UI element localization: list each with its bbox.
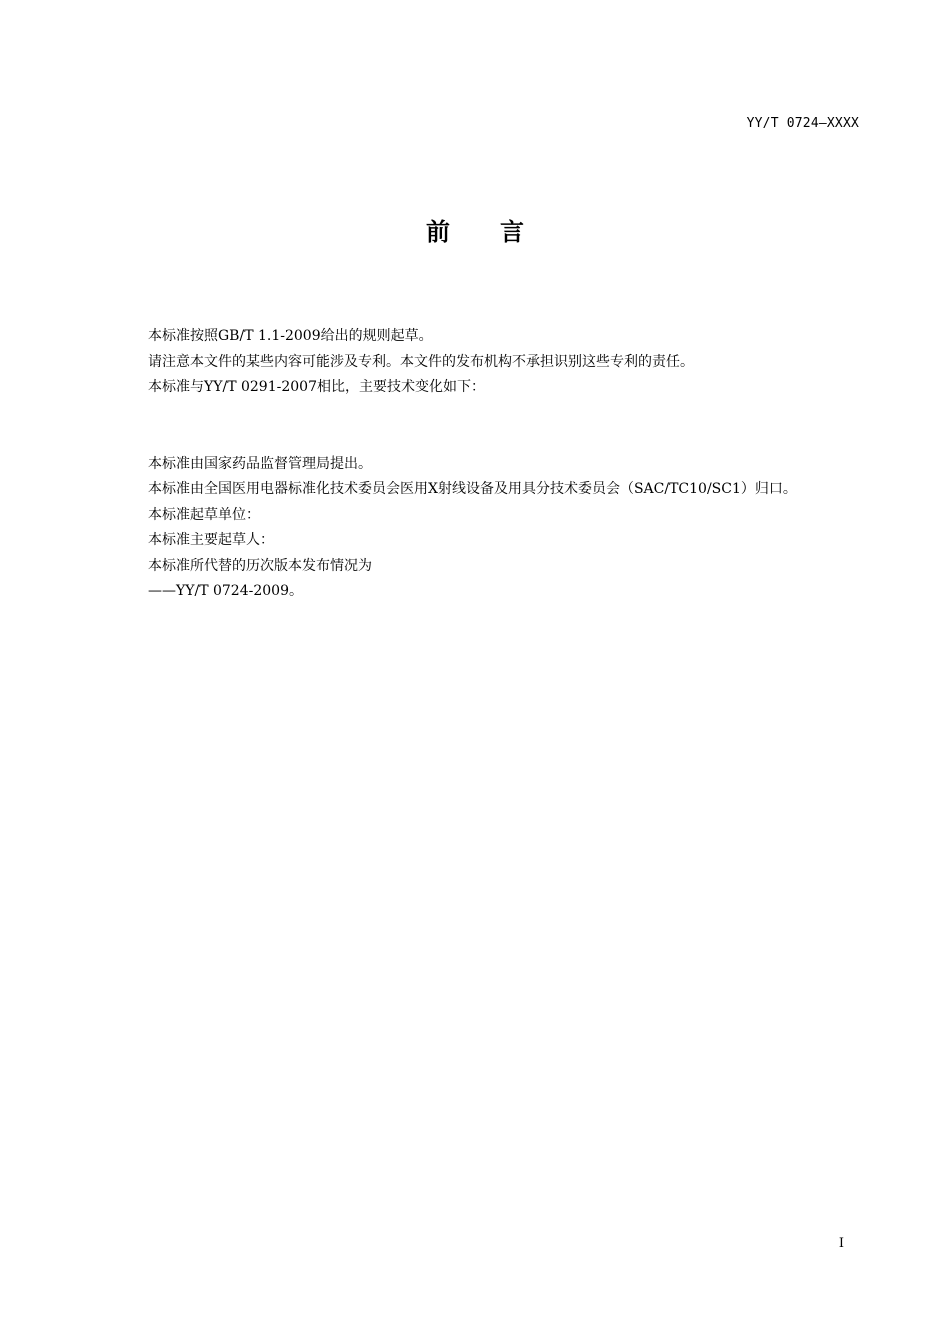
paragraph-previous-editions: 本标准所代替的历次版本发布情况为 (148, 557, 372, 574)
document-body (116, 324, 860, 605)
page-title: 前言 (426, 218, 574, 246)
paragraph-managed-by: 本标准由全国医用电器标准化技术委员会医用X射线设备及用具分技术委员会（SAC/TC10/SC1）归口。 (148, 481, 797, 497)
paragraph-technical-changes: 本标准与YY/T 0291-2007相比，主要技术变化如下： (148, 379, 485, 395)
page-number: I (838, 1236, 844, 1251)
paragraph-drafting-rules: 本标准按照GB/T 1.1-2009给出的规则起草。 (148, 328, 433, 344)
blank-space (116, 401, 860, 452)
paragraph-previous-edition-item: ——YY/T 0724-2009。 (148, 583, 303, 599)
paragraph-drafting-units: 本标准起草单位： (148, 506, 260, 523)
paragraph-patent-notice: 请注意本文件的某些内容可能涉及专利。本文件的发布机构不承担识别这些专利的责任。 (148, 353, 694, 370)
paragraph-proposed-by: 本标准由国家药品监督管理局提出。 (148, 455, 372, 472)
document-code: YY/T 0724—XXXX (746, 116, 859, 131)
paragraph-main-drafters: 本标准主要起草人： (148, 532, 274, 548)
